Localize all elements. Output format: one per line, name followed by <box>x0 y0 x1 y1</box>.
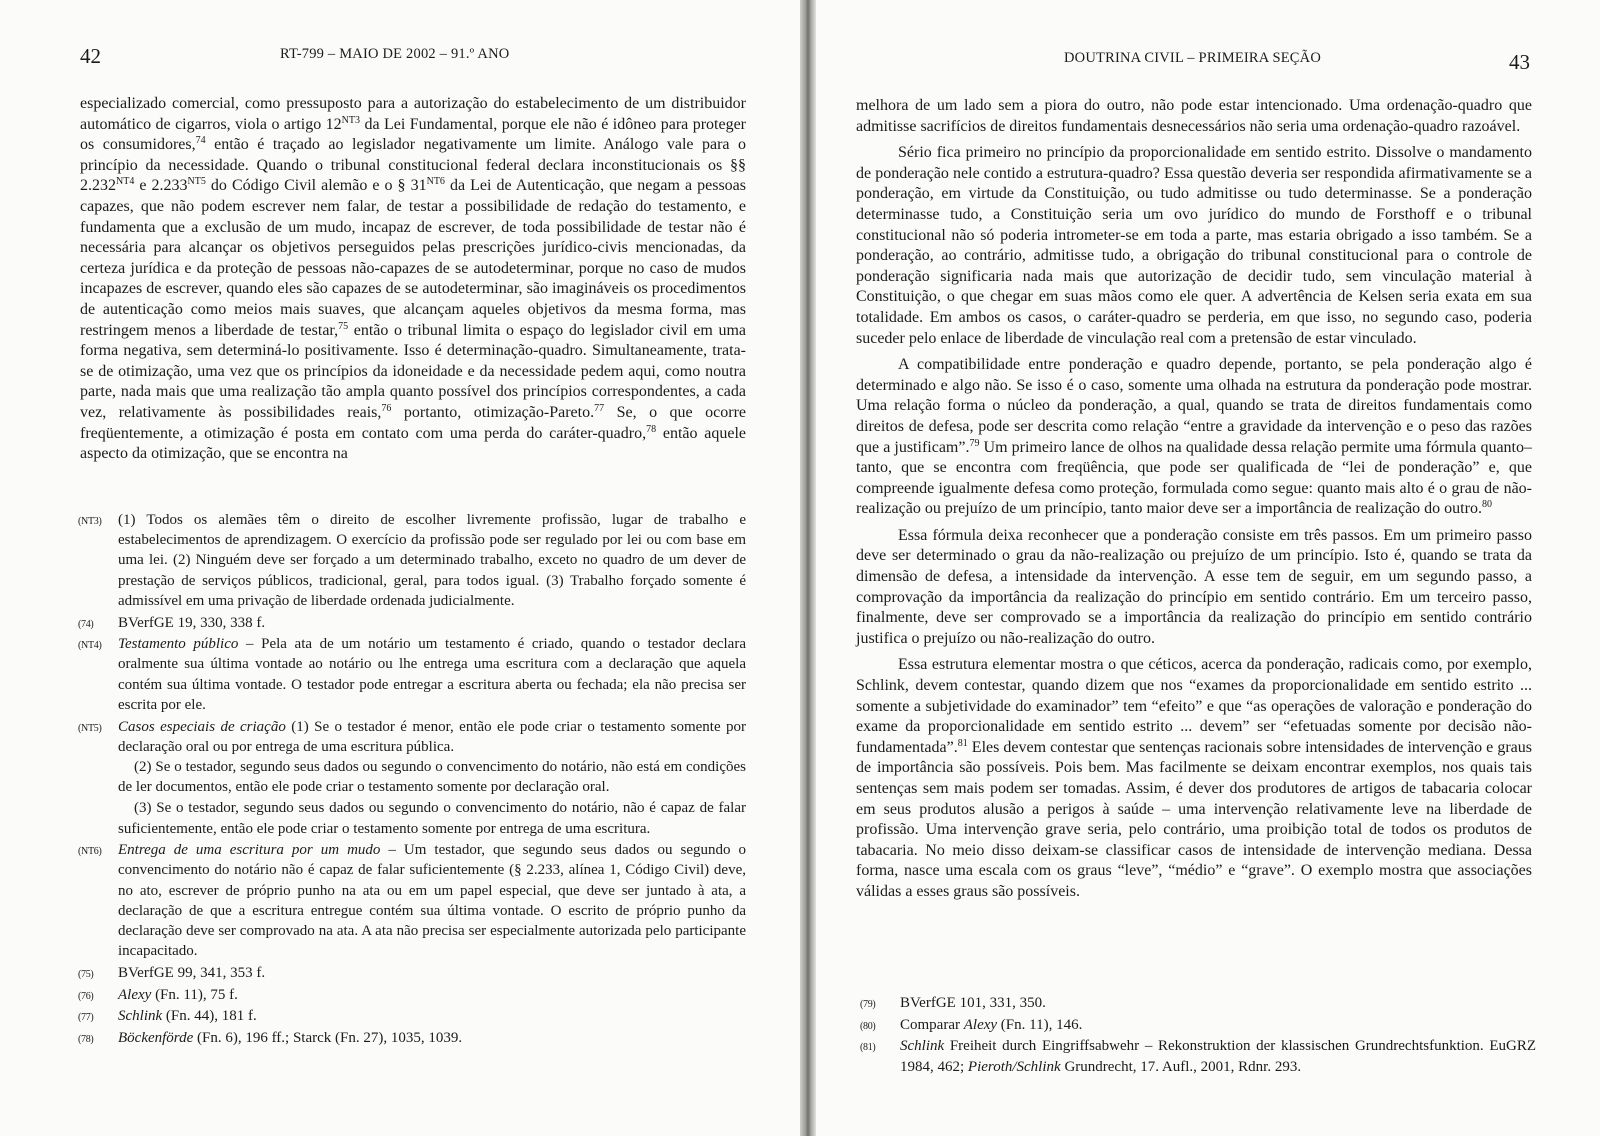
footnote-marker: (80) <box>860 1020 876 1032</box>
footnote-text: Schlink (Fn. 44), 181 f. <box>118 1008 257 1025</box>
footnote <box>78 840 746 961</box>
footnote-text: BVerfGE 101, 331, 350. <box>900 995 1046 1011</box>
footnote <box>78 985 746 1005</box>
paragraph: melhora de um lado sem a piora do outro, não pode estar intencionado. Uma ordenação-quadro que admitisse sacrifícios de direitos fundamentais desnecessários não seria uma ordenação-quadro razoável. <box>856 97 1532 135</box>
footnote <box>78 717 746 839</box>
footnote-marker: (NT6) <box>78 846 102 858</box>
footnote-text: Entrega de uma escritura por um mudo – Um testador, que segundo seus dados ou segundo o convencimento do notário não é capaz de falar suficientemente (§ 2.233, alínea 1, Código Civil) deve, no ato, escrever de próprio punho na ata ou em um papel especial, que deve ser juntado à ata, a declaração de que a escritura entregue contém sua última vontade. O escrito de próprio punho da declaração deve ser comprovado na ata. A ata não precisa ser especialmente autorizada pelo participante incapacitado. <box>118 842 746 960</box>
running-head: RT-799 – MAIO DE 2002 – 91.º ANO <box>280 46 510 62</box>
footnote <box>860 1036 1536 1076</box>
page-number: 42 <box>80 44 101 68</box>
paragraph: A compatibilidade entre ponderação e quadro depende, portanto, se pela ponderação algo é determinado e algo não. Se isso é o caso, somente uma olhada na estrutura da ponderação pode mostrar. Uma relação forma o núcleo da ponderação, a qual, quando se trata de direitos fundamentais como direitos de defesa, pode ser descrita como relação “entre a gravidade da intervenção e o peso das razões que a justificam”.$^{79}$ Um primeiro lance de olhos na qualidade dessa relação permite uma fórmula quanto–tanto, que se encontra com freqüência, que pode ser qualificada de “lei de ponderação” e, que compreende igualmente defesa como proteção, formulada como segue: quanto mais alto é o grau de não-realização ou prejuízo de um princípio, tanto maior deve ser a importância de realização do outro.$^{80}$ <box>856 356 1532 518</box>
footnote-text: Casos especiais de criação (1) Se o testador é menor, então ele pode criar o testamento somente por declaração oral ou por entrega de uma escritura pública. (2) Se o testador, segundo seus dados ou segundo o convencimento do notário, não está em condições de ler documentos, então ele pode criar o testamento somente por declaração oral. (3) Se o testador, segundo seus dados ou segundo o convencimento do notário, não é capaz de falar suficientemente, então ele pode criar o testamento somente por entrega de uma escritura. <box>118 718 746 837</box>
page-number: 43 <box>1509 50 1530 74</box>
footnote-marker: (NT4) <box>78 640 102 652</box>
footnote <box>78 510 746 611</box>
footnote-text: Schlink Freiheit durch Eingriffsabwehr – Rekonstruktion der klassischen Grundrechtsfunktion. EuGRZ 1984, 462; Pieroth/Schlink Grundrecht, 17. Aufl., 2001, Rdnr. 293. <box>900 1038 1536 1075</box>
body-text: especializado comercial, como pressuposto para a autorização do estabelecimento de um distribuidor automático de cigarros, viola o artigo $12^{NT3}$ da Lei Fundamental, porque ele não é idôneo para proteger os consumidores,$^{74}$ então é traçado ao legislador negativamente um limite. Análogo vale para o princípio da necessidade. Quando o tribunal constitucional federal declara inconstitucionais os §§ $2.232^{NT4}$ e $2.233^{NT5}$ do Código Civil alemão e o § $31^{NT6}$ da Lei de Autenticação, que negam a pessoas capazes, que não podem escrever nem falar, de testar a possibilidade de redação do testamento, e fundamenta que a exclusão de um mudo, incapaz de escrever, de toda possibilidade de testar não é necessária para alcançar os objetivos perseguidos pelas prescrições jurídico-civis mencionadas, da certeza jurídica e da proteção de pessoas não-capazes de se autodeterminar, porque no caso de mudos incapazes de escrever, quando eles são capazes de se autodeterminar, são imagináveis os procedimentos de autenticação como meios mais suaves, que alcançam aqueles objetivos da mesma forma, mas restringem menos a liberdade de testar,$^{75}$ então o tribunal limita o espaço do legislador civil em uma forma negativa, sem determiná-lo positivamente. Isso é determinação-quadro. Simultaneamente, trata-se de otimização, uma vez que os princípios da idoneidade e da necessidade pedem aqui, como noutra parte, nada mais que uma realização tão ampla quanto possível dos princípios correspondentes, a cada vez, relativamente às possibilidades reais,$^{76}$ portanto, otimização-Pareto.$^{77}$ Se, o que ocorre freqüentemente, a otimização é posta em contato com uma perda do caráter-quadro,$^{78}$ então aquele aspecto da otimização, que se encontra na <box>80 95 747 463</box>
footnotes <box>78 510 746 1050</box>
footnote-marker: (NT5) <box>78 722 102 734</box>
footnote-text: BVerfGE 19, 330, 338 f. <box>118 614 266 631</box>
footnote-marker: (78) <box>78 1034 94 1046</box>
footnote-text: (1) Todos os alemães têm o direito de escolher livremente profissão, lugar de trabalho e estabelecimentos de aprendizagem. O exercício da profissão pode ser regulado por lei ou com base em uma lei. (2) Ninguém deve ser forçado a um determinado trabalho, exceto no quadro de um dever de prestação de serviços públicos, tradicional, geral, para todos igual. (3) Trabalho forçado somente é admissível em uma privação de liberdade ordenada judicialmente. <box>118 512 746 609</box>
footnote <box>78 963 746 983</box>
body-text <box>856 96 1532 903</box>
footnote <box>78 634 746 715</box>
paragraph: Essa fórmula deixa reconhecer que a ponderação consiste em três passos. Em um primeiro passo deve ser determinado o grau da não-realização ou prejuízo de um princípio. Isto é, quando se trata da dimensão de defesa, a intensidade da intervenção. A esse tem de seguir, em um segundo passo, a comprovação da importância da realização do princípio em sentido contrário. Em um terceiro passo, finalmente, deve ser comprovado se a importância da realização do princípio em sentido contrário justifica o prejuízo ou não-realização do outro. <box>856 526 1532 647</box>
footnote-text: Alexy (Fn. 11), 75 f. <box>118 986 238 1003</box>
footnote-marker: (NT3) <box>78 516 102 527</box>
paragraph: Essa estrutura elementar mostra o que céticos, acerca da ponderação, radicais como, por exemplo, Schlink, devem contestar, quando dizem que nos “exames da proporcionalidade em sentido estrito ... somente a subjetividade do examinador” tem “efeito” e que “as operações de valoração e ponderação do exame da proporcionalidade em sentido estrito ... devem” ser “efetuadas somente por decisão não-fundamentada”.$^{81}$ Eles devem contestar que sentenças racionais sobre intensidades de intervenção e graus de importância são possíveis. Pois bem. Mas facilmente se deixam encontrar exemplos, nos quais tais sentenças sem mais podem ser tomadas. Assim, é dever dos produtores de artigos de tabacaria colocar em seus produtos alusão a perigos à saúde – uma intervenção relativamente leve na liberdade de profissão. Uma intervenção grave seria, pelo contrário, uma proibição total de todos os produtos de tabacaria. No meio disso deixam-se classificar casos de intensidade de intervenção mediana. Dessa forma, nasce uma escala com os graus “leve”, “médio” e “grave”. O exemplo mostra que associações válidas a esses graus são possíveis. <box>856 656 1532 900</box>
footnote <box>860 1015 1536 1035</box>
footnote <box>78 1006 746 1026</box>
book-gutter <box>800 0 816 1136</box>
footnote-text: Böckenförde (Fn. 6), 196 ff.; Starck (Fn. 27), 1035, 1039. <box>118 1030 463 1047</box>
footnote-marker: (74) <box>78 618 94 630</box>
running-head: DOUTRINA CIVIL – PRIMEIRA SEÇÃO <box>1064 50 1322 66</box>
footnote-text: Comparar Alexy (Fn. 11), 146. <box>900 1016 1083 1033</box>
footnote-text: Testamento público – Pela ata de um notário um testamento é criado, quando o testador declara oralmente sua última vontade ao notário ou lhe entrega uma escritura com a declaração que aquela contém sua última vontade. O testador pode entregar a escritura aberta ou fechada; ela não precisa ser escrita por ele. <box>118 636 746 713</box>
right-page <box>816 0 1600 1136</box>
footnote-marker: (81) <box>860 1042 876 1054</box>
footnote-marker: (76) <box>78 990 94 1002</box>
footnote-marker: (75) <box>78 968 94 980</box>
footnote <box>860 993 1536 1013</box>
footnote-marker: (79) <box>860 999 876 1010</box>
footnotes <box>860 993 1536 1078</box>
footnote <box>78 613 746 633</box>
footnote-marker: (77) <box>78 1012 94 1024</box>
paragraph: Sério fica primeiro no princípio da proporcionalidade em sentido estrito. Dissolve o mandamento de ponderação nele contido a estrutura-quadro? Essa questão deveria ser respondida afirmativamente se a ponderação, em virtude da Constituição, ou tudo admitisse ou tudo determinasse. Se a ponderação determinasse tudo, a Constituição seria um ovo jurídico do mundo de Forsthoff e o tribunal constitucional não só poderia intrometer-se em toda a parte, mas estaria obrigado a isso também. Se a ponderação, ao contrário, admitisse tudo, a obrigação do tribunal constitucional para o controle de ponderação significaria nada mais que autorização de decidir tudo, sem vinculação material à Constituição, o que chegar em suas mãos como ele quer. A advertência de Kelsen seria exata em sua totalidade. Em ambos os casos, o caráter-quadro se perderia, em que isso, no segundo caso, poderia suceder pelo enlace de liberdade de vinculação real com a pretensão de estar vinculado. <box>856 144 1532 347</box>
footnote-text: BVerfGE 99, 341, 353 f. <box>118 964 266 981</box>
footnote <box>78 1028 746 1048</box>
